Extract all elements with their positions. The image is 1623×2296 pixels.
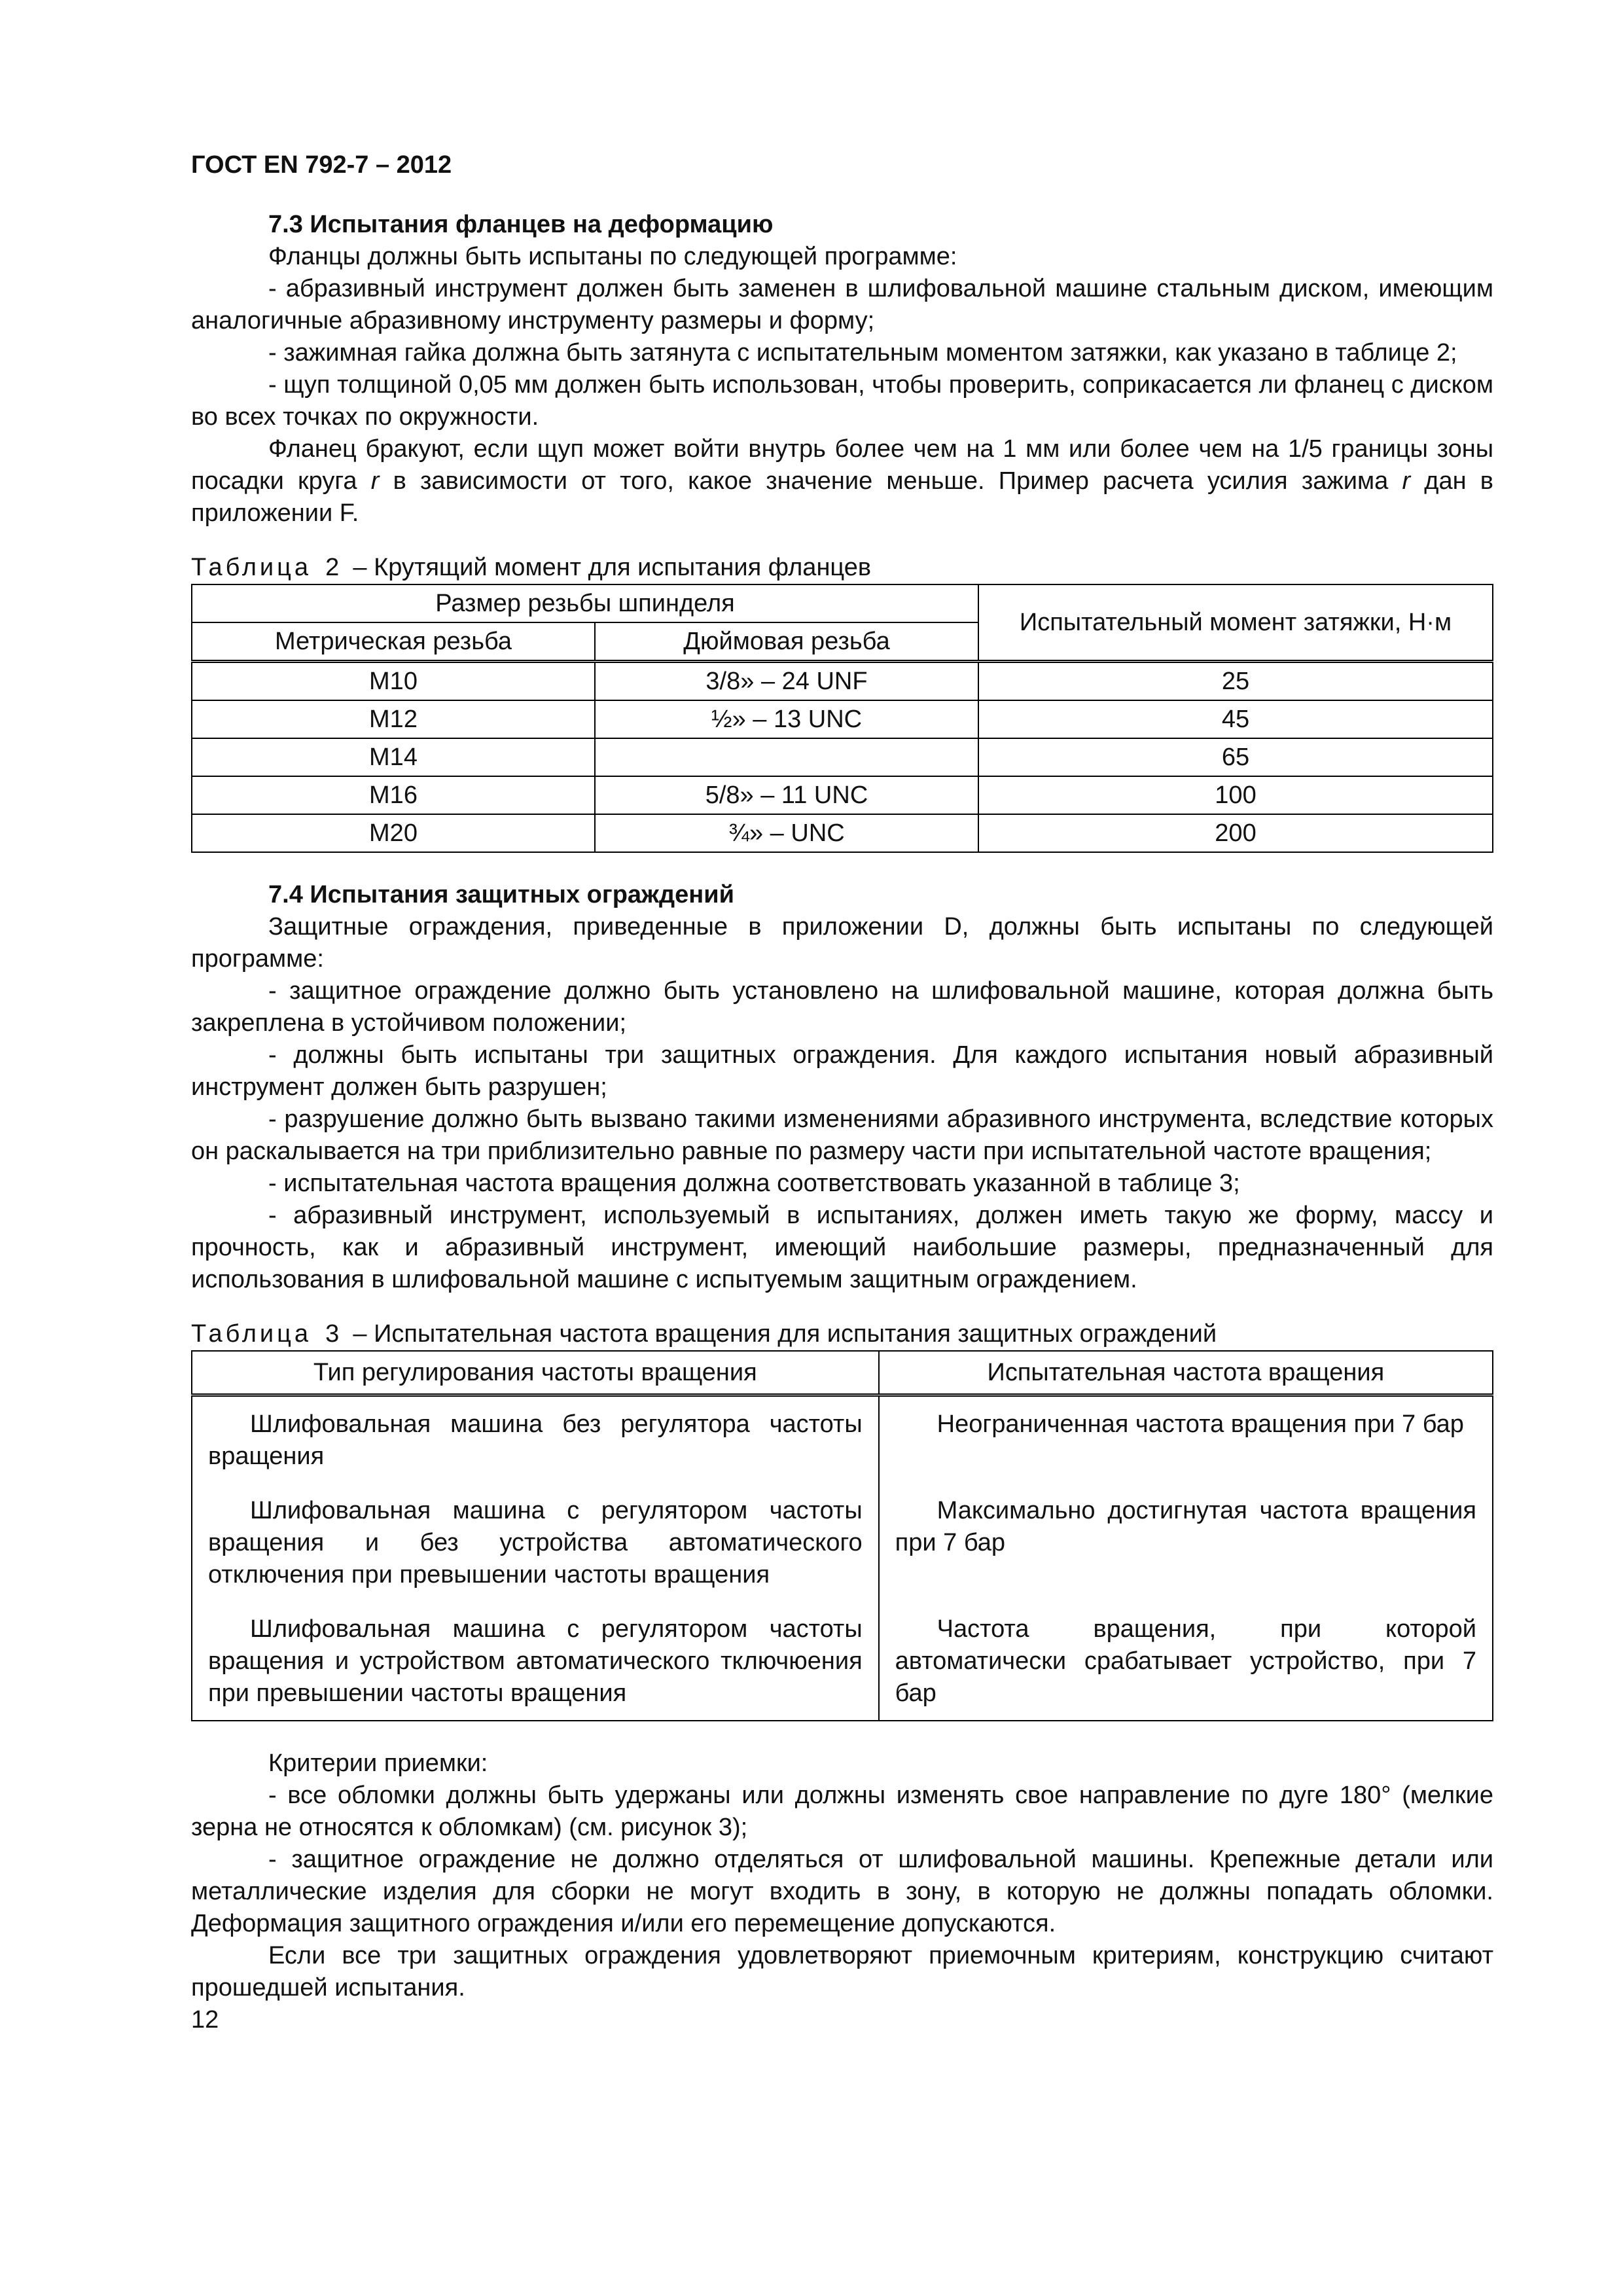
table-row: M16 5/8» – 11 UNC 100 — [192, 776, 1493, 814]
section-7-4-paragraph: - испытательная частота вращения должна соответствовать указанной в таблице 3; — [268, 1170, 1240, 1197]
acceptance-paragraph: Критерии приемки: — [268, 1749, 488, 1777]
page-number: 12 — [191, 2006, 219, 2034]
table-row: M20 ¾» – UNC 200 — [192, 814, 1493, 852]
table-2-head-torque: Испытательный момент затяжки, Н·м — [978, 584, 1493, 662]
section-7-4-paragraph: - защитное ограждение должно быть установлено на шлифовальной машине, которая должна быть закреплена в устойчивом положении; — [191, 977, 1493, 1037]
table-3-caption: Таблица 3 – Испытательная частота вращения для испытания защитных ограждений — [191, 1320, 1217, 1348]
section-7-4-paragraph: Защитные ограждения, приведенные в приложении D, должны быть испытаны по следующей программе: — [191, 913, 1493, 973]
table-3 — [191, 1350, 1493, 1721]
section-7-4-paragraph: - должны быть испытаны три защитных ограждения. Для каждого испытания новый абразивный инструмент должен быть разрушен; — [191, 1041, 1493, 1101]
section-7-3-paragraph: - абразивный инструмент должен быть заменен в шлифовальной машине стальным диском, имеющим аналогичные абразивному инструменту размеры и форму; — [191, 275, 1493, 334]
section-7-3-paragraph: Фланцы должны быть испытаны по следующей программе: — [268, 243, 957, 270]
section-7-3-title: 7.3 Испытания фланцев на деформацию — [268, 211, 774, 238]
acceptance-paragraph: - защитное ограждение не должно отделяться от шлифовальной машины. Крепежные детали или металлические изделия для сборки не могут входить в зону, в которую не должны попадать обломки. Деформация защитного ограждения и/или его перемещение допускаются. — [191, 1846, 1493, 1937]
table-2-caption: Таблица 2 – Крутящий момент для испытания фланцев — [191, 554, 872, 581]
table-2-head-inch: Дюймовая резьба — [595, 622, 978, 662]
variable-r: r — [370, 467, 380, 495]
acceptance-paragraph: - все обломки должны быть удержаны или должны изменять свое направление по дуге 180° (мелкие зерна не относятся к обломкам) (см. рисунок 3); — [191, 1782, 1493, 1841]
section-7-4-paragraph: - абразивный инструмент, используемый в испытаниях, должен иметь такую же форму, массу и прочность, как и абразивный инструмент, имеющий наибольшие размеры, предназначенный для использования в шлифовальной машине с испытуемым защитным ограждением. — [191, 1202, 1493, 1293]
table-row: M10 3/8» – 24 UNF 25 — [192, 662, 1493, 701]
spacer — [191, 853, 1493, 879]
table-3-head-type: Тип регулирования частоты вращения — [192, 1351, 879, 1395]
table-2-head-metric: Метрическая резьба — [192, 622, 595, 662]
table-2 — [191, 584, 1493, 853]
table-row: M12 ½» – 13 UNC 45 — [192, 700, 1493, 738]
spacer — [191, 1721, 1493, 1748]
table-3-head-freq: Испытательная частота вращения — [879, 1351, 1493, 1395]
acceptance-paragraph: Если все три защитных ограждения удовлетворяют приемочным критериям, конструкцию считают прошедшей испытания. — [191, 1942, 1493, 2001]
table-row: Шлифовальная машина с регулятором частоты вращения и устройством автоматического тключюения при превышении частоты вращения Частота вращения, при которой автоматически срабатывает устройство, при 7 бар — [192, 1602, 1493, 1721]
document-header: ГОСТ EN 792-7 – 2012 — [191, 151, 452, 179]
flange-reject-paragraph: Фланец бракуют, если щуп может войти внутрь более чем на 1 мм или более чем на 1/5 границы зоны посадки круга r в зависимости от того, какое значение меньше. Пример расчета усилия зажима r дан в приложении F. — [191, 435, 1493, 527]
table-row: M14 65 — [192, 738, 1493, 776]
table-2-head-group: Размер резьбы шпинделя — [192, 584, 978, 622]
section-7-4-title: 7.4 Испытания защитных ограждений — [268, 881, 734, 908]
section-7-4-paragraph: - разрушение должно быть вызвано такими изменениями абразивного инструмента, вследствие которых он раскалывается на три приблизительно равные по размеру части при испытательной частоте вращения; — [191, 1105, 1493, 1165]
section-7-3-paragraph: - зажимная гайка должна быть затянута с испытательным моментом затяжки, как указано в таблице 2; — [268, 339, 1457, 367]
document-page — [191, 149, 1493, 2036]
variable-r: r — [1402, 467, 1411, 495]
table-row: Шлифовальная машина без регулятора частоты вращения Неограниченная частота вращения при 7 бар — [192, 1395, 1493, 1484]
table-row: Шлифовальная машина с регулятором частоты вращения и без устройства автоматического отключения при превышении частоты вращения Максимально достигнутая частота вращения при 7 бар — [192, 1483, 1493, 1602]
section-7-3-paragraph: - щуп толщиной 0,05 мм должен быть использован, чтобы проверить, соприкасается ли фланец с диском во всех точках по окружности. — [191, 371, 1493, 431]
